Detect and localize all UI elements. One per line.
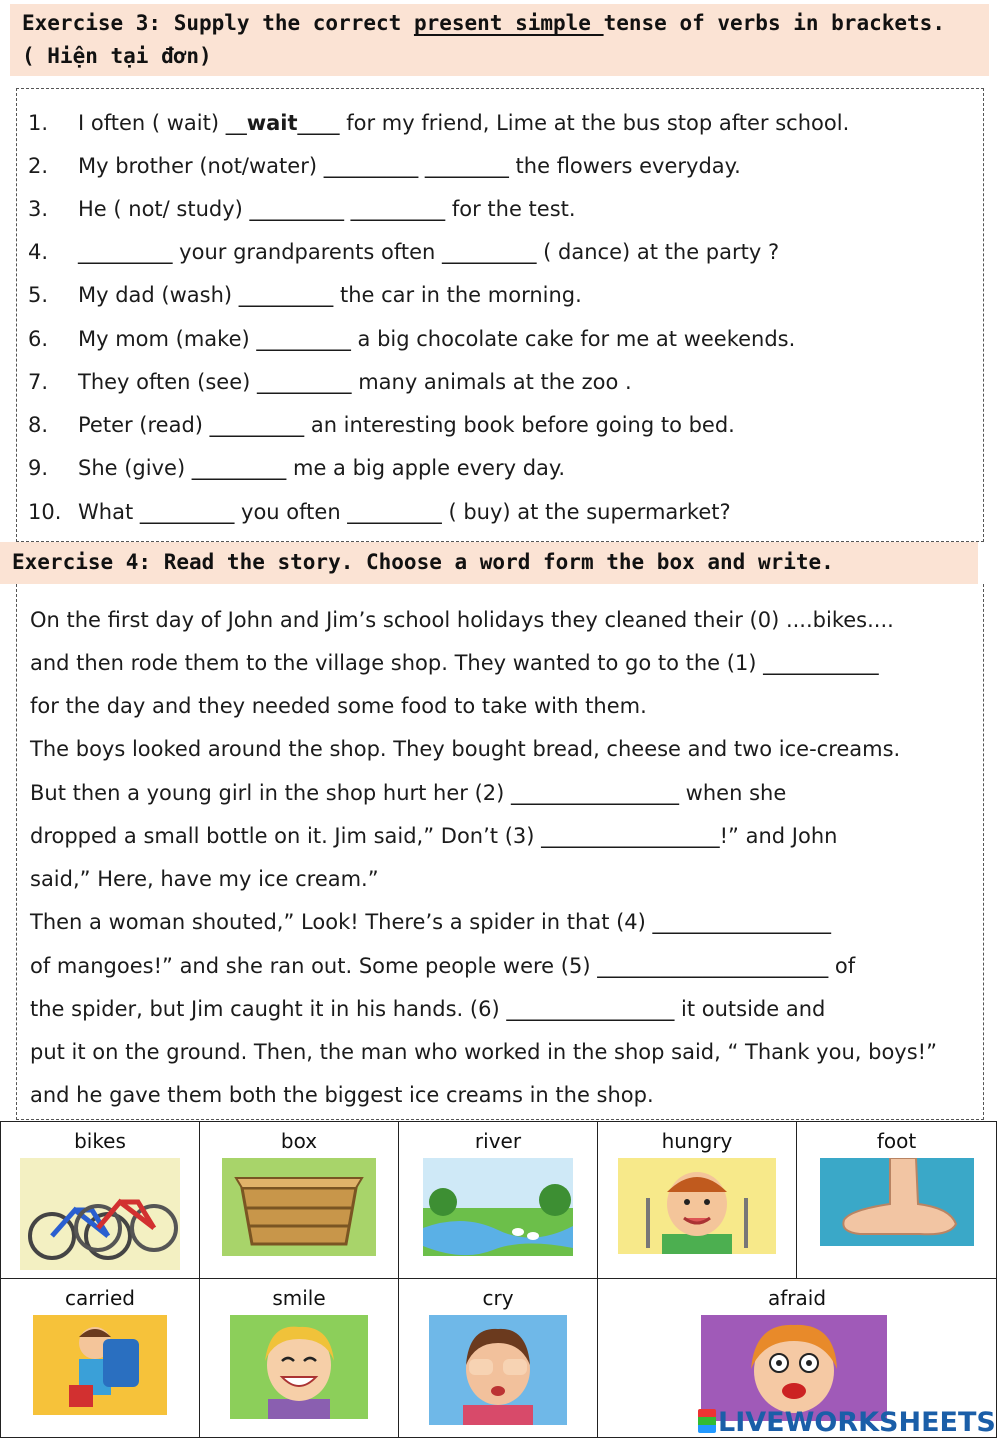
word-box	[0, 1121, 997, 1438]
question-number: 2.	[28, 154, 49, 178]
word-label: box	[280, 1129, 318, 1153]
story-line[interactable]: dropped a small bottle on it. Jim said,” Don’t (3) _________________!” and John	[30, 824, 838, 848]
question-text[interactable]: What _________ you often _________ ( buy) at the supermarket?	[78, 500, 731, 524]
question-text[interactable]: My brother (not/water) _________ ________ the flowers everyday.	[78, 154, 741, 178]
question-number: 10.	[28, 500, 62, 524]
hungry-picture-icon	[618, 1158, 776, 1254]
word-label: smile	[272, 1286, 326, 1310]
story-line: and he gave them both the biggest ice creams in the shop.	[30, 1083, 654, 1107]
exercise3-subtitle: ( Hiện tại đơn)	[22, 44, 212, 68]
story-line[interactable]: Then a woman shouted,” Look! There’s a spider in that (4) _________________	[30, 910, 832, 934]
story-line[interactable]: the spider, but Jim caught it in his hands. (6) ________________ it outside and	[30, 997, 826, 1021]
title-underlined: present simple	[413, 11, 604, 35]
exercise3-header	[10, 4, 989, 76]
question-9	[28, 448, 565, 488]
question-3	[28, 189, 576, 229]
story-line[interactable]: of mangoes!” and she ran out. Some people were (5) ______________________ of	[30, 954, 856, 978]
story-line: put it on the ground. Then, the man who worked in the shop said, “ Thank you, boys!”	[30, 1040, 937, 1064]
question-1	[28, 103, 849, 143]
story-line: for the day and they needed some food to take with them.	[30, 694, 647, 718]
exercise3-title	[22, 7, 989, 40]
river-picture-icon	[423, 1158, 573, 1256]
story-line: said,” Here, have my ice cream.”	[30, 867, 379, 891]
exercise4-title: Exercise 4: Read the story. Choose a word form the box and write.	[12, 550, 834, 574]
word-label: cry	[482, 1286, 514, 1310]
question-text[interactable]: My mom (make) _________ a big chocolate cake for me at weekends.	[78, 327, 796, 351]
question-number: 5.	[28, 283, 49, 307]
question-text[interactable]: They often (see) _________ many animals at the zoo .	[78, 370, 632, 394]
question-text[interactable]: My dad (wash) _________ the car in the morning.	[78, 283, 582, 307]
question-number: 8.	[28, 413, 49, 437]
word-cell-box	[200, 1122, 399, 1279]
question-text[interactable]: Peter (read) _________ an interesting book before going to bed.	[78, 413, 735, 437]
question-4	[28, 232, 779, 272]
foot-picture-icon	[820, 1158, 974, 1246]
question-10	[28, 492, 731, 532]
word-label: carried	[65, 1286, 135, 1310]
word-label: hungry	[661, 1129, 733, 1153]
question-8	[28, 405, 735, 445]
question-text[interactable]: _________ your grandparents often _________ ( dance) at the party ?	[78, 240, 780, 264]
word-cell-bikes	[1, 1122, 200, 1279]
story-line[interactable]: and then rode them to the village shop. They wanted to go to the (1) ___________	[30, 651, 879, 675]
word-cell-foot	[797, 1122, 997, 1279]
logo-text: LIVEWORKSHEETS	[718, 1407, 996, 1438]
word-label: foot	[876, 1129, 917, 1153]
story-line[interactable]: But then a young girl in the shop hurt her (2) ________________ when she	[30, 781, 787, 805]
question-number: 7.	[28, 370, 49, 394]
liveworksheets-logo	[698, 1406, 998, 1440]
story-line: On the first day of John and Jim’s school holidays they cleaned their (0) ....bikes....	[30, 608, 894, 632]
logo-icon	[698, 1409, 716, 1433]
question-7	[28, 362, 632, 402]
carried-picture-icon	[33, 1315, 167, 1415]
cry-picture-icon	[429, 1315, 567, 1425]
question-6	[28, 319, 795, 359]
word-cell-smile	[200, 1279, 399, 1438]
question-text[interactable]: He ( not/ study) _________ _________ for the test.	[78, 197, 576, 221]
bikes-picture-icon	[20, 1158, 180, 1270]
question-text[interactable]: She (give) _________ me a big apple every day.	[78, 456, 566, 480]
question-number: 4.	[28, 240, 49, 264]
word-cell-cry	[399, 1279, 598, 1438]
question-number: 6.	[28, 327, 49, 351]
story-line: The boys looked around the shop. They bought bread, cheese and two ice-creams.	[30, 737, 901, 761]
word-label: afraid	[767, 1286, 827, 1310]
word-label: bikes	[74, 1129, 126, 1153]
question-5	[28, 275, 582, 315]
word-cell-hungry	[598, 1122, 797, 1279]
question-number: 3.	[28, 197, 49, 221]
smile-picture-icon	[230, 1315, 368, 1419]
exercise4-header	[0, 542, 978, 584]
word-label: river	[474, 1129, 522, 1153]
question-2	[28, 146, 741, 186]
question-text: ____ for my friend, Lime at the bus stop after school.	[297, 111, 850, 135]
question-number: 1.	[28, 111, 49, 135]
box-picture-icon	[222, 1158, 376, 1256]
title-part: Exercise 3: Supply the correct	[22, 11, 414, 35]
word-cell-river	[399, 1122, 598, 1279]
answer-input[interactable]: wait	[246, 111, 298, 135]
word-cell-carried	[1, 1279, 200, 1438]
title-part: tense of verbs in brackets.	[603, 11, 945, 35]
question-text: I often ( wait) __	[78, 111, 247, 135]
question-number: 9.	[28, 456, 49, 480]
